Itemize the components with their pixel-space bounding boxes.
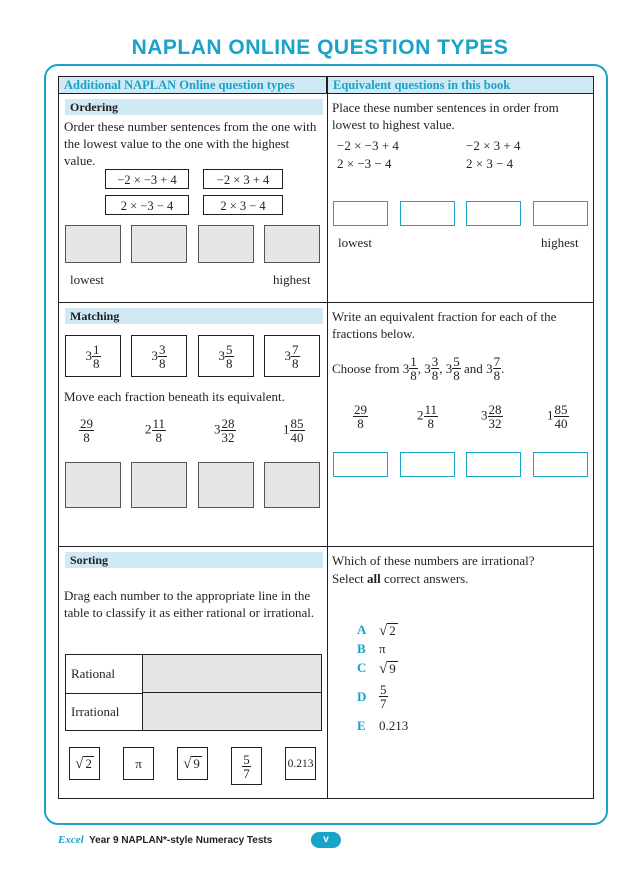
- sqrt-icon: √ 2: [379, 622, 396, 639]
- footer: [58, 834, 272, 846]
- fraction-card[interactable]: 3 $\frac{7}{8}$: [264, 335, 320, 377]
- ordering-card[interactable]: 2 × 3 − 4: [203, 195, 283, 215]
- answer-box[interactable]: [333, 452, 388, 477]
- drop-slot[interactable]: [131, 225, 187, 263]
- sorting-instructions: Drag each number to the appropriate line in the table to classify it as either rational or irrational.: [64, 588, 315, 620]
- matching-tag: Matching: [65, 308, 323, 324]
- fraction: 3 $\frac{28}{32}$: [481, 402, 502, 431]
- drop-slot[interactable]: [198, 462, 254, 508]
- row-divider: [59, 546, 593, 547]
- row-divider: [59, 302, 593, 303]
- answer-box[interactable]: [400, 452, 455, 477]
- target-fraction: 3 $\frac{28}{32}$: [214, 416, 235, 445]
- sentence: −2 × −3 + 4: [337, 138, 399, 153]
- drop-slot[interactable]: [65, 225, 121, 263]
- question-table: [58, 76, 594, 799]
- ordering-card[interactable]: 2 × −3 − 4: [105, 195, 189, 215]
- sorting-tag: Sorting: [65, 552, 323, 568]
- drop-slot[interactable]: [131, 462, 187, 508]
- number-card[interactable]: $\frac{5}{7}$: [231, 747, 262, 785]
- lowest-label: lowest: [70, 272, 104, 287]
- ordering-right-text: Place these number sentences in order from lowest to highest value.: [332, 100, 559, 132]
- target-fraction: 1 $\frac{85}{40}$: [283, 416, 304, 445]
- footer-text: Year 9 NAPLAN*-style Numeracy Tests: [89, 835, 273, 846]
- sorting-question: Which of these numbers are irrational?: [332, 553, 535, 568]
- drop-slot[interactable]: [264, 225, 320, 263]
- answer-box[interactable]: [533, 452, 588, 477]
- drop-slot[interactable]: [198, 225, 254, 263]
- matching-instructions: Move each fraction beneath its equivalent.: [64, 389, 285, 404]
- target-fraction: 2 $\frac{11}{8}$: [145, 416, 166, 445]
- header-left: Additional NAPLAN Online question types: [59, 77, 327, 94]
- sentence: −2 × 3 + 4: [466, 138, 521, 153]
- fraction: $\frac{29}{8}$: [354, 402, 367, 431]
- fraction-card[interactable]: 3 $\frac{3}{8}$: [131, 335, 187, 377]
- drop-area[interactable]: [142, 655, 321, 730]
- number-card[interactable]: [69, 747, 100, 780]
- rational-label: Rational: [71, 666, 116, 681]
- sqrt-icon: √ 2: [75, 756, 92, 772]
- classification-table: [65, 654, 322, 731]
- fraction-card[interactable]: 3 $\frac{5}{8}$: [198, 335, 254, 377]
- target-fraction: $\frac{29}{8}$: [80, 416, 93, 445]
- sentence: 2 × −3 − 4: [337, 156, 392, 171]
- ordering-instructions: Order these number sentences from the one with the lowest value to the one with the highest value.: [64, 119, 317, 168]
- fraction: 1 $\frac{85}{40}$: [547, 402, 568, 431]
- option-b[interactable]: B π: [357, 641, 386, 656]
- ordering-tag: Ordering: [65, 99, 323, 115]
- fraction-card[interactable]: 3 $\frac{1}{8}$: [65, 335, 121, 377]
- ordering-card[interactable]: −2 × −3 + 4: [105, 169, 189, 189]
- highest-label: highest: [541, 235, 579, 250]
- sqrt-icon: √ 9: [183, 756, 200, 772]
- option-a[interactable]: A √ 2: [357, 622, 396, 639]
- option-c[interactable]: C √ 9: [357, 660, 396, 677]
- answer-box[interactable]: [333, 201, 388, 226]
- answer-box[interactable]: [533, 201, 588, 226]
- page-title: NAPLAN ONLINE QUESTION TYPES: [131, 36, 509, 59]
- matching-right-text: Write an equivalent fraction for each of the fractions below.: [332, 309, 557, 341]
- answer-box[interactable]: [466, 201, 521, 226]
- answer-box[interactable]: [400, 201, 455, 226]
- sqrt-icon: √ 9: [379, 660, 396, 677]
- answer-box[interactable]: [466, 452, 521, 477]
- sentence: 2 × 3 − 4: [466, 156, 514, 171]
- page-number: v: [311, 832, 341, 848]
- lowest-label: lowest: [338, 235, 372, 250]
- option-e[interactable]: E 0.213: [357, 718, 409, 733]
- footer-brand: Excel: [58, 834, 84, 846]
- number-card[interactable]: [177, 747, 208, 780]
- ordering-card[interactable]: −2 × 3 + 4: [203, 169, 283, 189]
- number-card[interactable]: π: [123, 747, 154, 780]
- choose-from-line: Choose from 3 $\frac{1}{8}$ , 3 $\frac{3}{8}$ , 3 $\frac{5}{8}$ and 3 $\frac{7}{8}$ .: [332, 354, 505, 383]
- column-divider: [327, 77, 328, 798]
- fraction: 2 $\frac{11}{8}$: [417, 402, 438, 431]
- number-card[interactable]: 0.213: [285, 747, 316, 780]
- option-d[interactable]: D $\frac{5}{7}$: [357, 682, 387, 711]
- drop-slot[interactable]: [264, 462, 320, 508]
- table-divider: [143, 692, 322, 693]
- highest-label: highest: [273, 272, 311, 287]
- drop-slot[interactable]: [65, 462, 121, 508]
- irrational-label: Irrational: [71, 704, 120, 719]
- sorting-select: Select all correct answers.: [332, 571, 469, 586]
- header-right: Equivalent questions in this book: [328, 77, 593, 94]
